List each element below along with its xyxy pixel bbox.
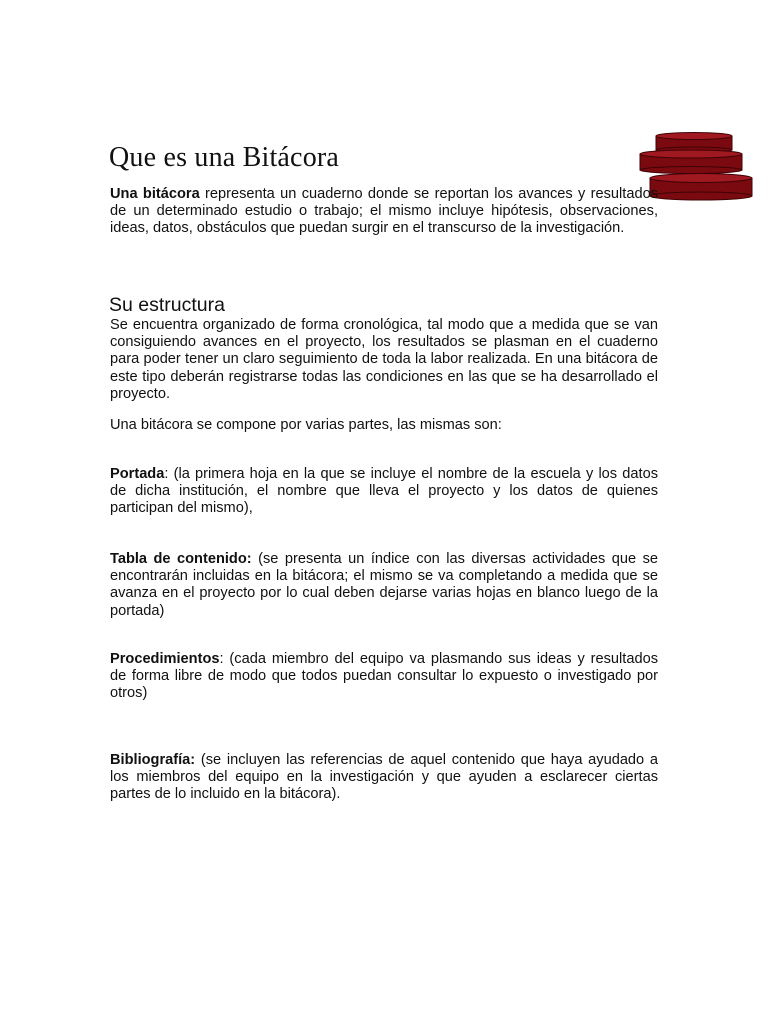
part-label: Tabla de contenido: — [110, 551, 252, 567]
part-text: : (la primera hoja en la que se incluye el nombre de la escuela y los datos de dicha institución, el nombre que lleva el proyecto y los datos de quienes participan del mismo), — [110, 466, 658, 517]
part-text: (se incluyen las referencias de aquel contenido que haya ayudado a los miembros del equipo en la investigación y que ayuden a esclarecer ciertas partes de lo incluido en la bitácora). — [110, 752, 658, 803]
part-label: Portada — [110, 466, 165, 482]
section-heading-estructura: Su estructura — [109, 294, 225, 316]
intro-lead: Una bitácora — [110, 186, 200, 202]
part-portada — [110, 466, 658, 518]
intro-paragraph — [110, 186, 658, 238]
part-text: (se presenta un índice con las diversas actividades que se encontrarán incluidas en la bitácora; el mismo se va completando a medida que se avanza en el proyecto por lo cual deben dejarse varias hojas en blanco luego de la portada) — [110, 551, 658, 619]
part-tabla-de-contenido — [110, 551, 658, 620]
middle-disk — [640, 150, 742, 174]
page-title: Que es una Bitácora — [109, 142, 340, 173]
intro-text: representa un cuaderno donde se reportan los avances y resultados de un determinado estudio o trabajo; el mismo incluye hipótesis, observaciones, ideas, datos, obstáculos que puedan surgir en el transcurso de la investigación. — [110, 186, 658, 237]
bottom-disk — [650, 174, 752, 201]
part-label: Bibliografía: — [110, 752, 196, 768]
part-bibliografia — [110, 752, 658, 804]
part-text: : (cada miembro del equipo va plasmando sus ideas y resultados de forma libre de modo que todos puedan consultar lo expuesto o investigado por otros) — [110, 651, 658, 702]
parts-intro-paragraph: Una bitácora se compone por varias partes, las mismas son: — [110, 417, 502, 433]
structure-paragraph: Se encuentra organizado de forma cronológica, tal modo que a medida que se van consiguiendo avances en el proyecto, los resultados se plasman en el cuaderno para poder tener un claro seguimiento de toda la labor realizada. En una bitácora de este tipo deberán registrarse todas las condiciones en las que se ha desarrollado el proyecto. — [110, 317, 658, 402]
part-label: Procedimientos — [110, 651, 220, 667]
part-procedimientos — [110, 651, 658, 703]
